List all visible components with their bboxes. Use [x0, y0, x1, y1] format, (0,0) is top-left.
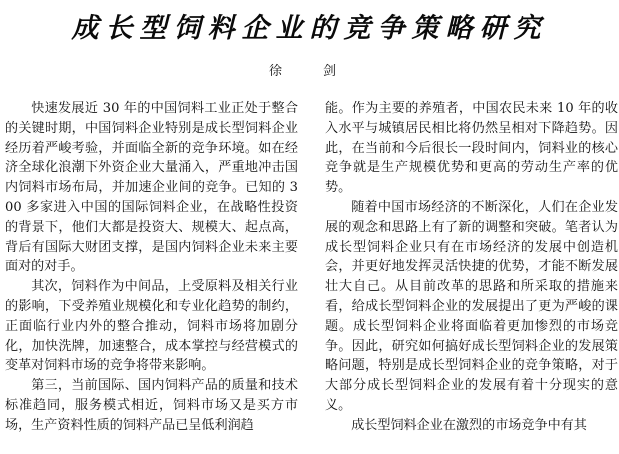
paragraph: 第三，当前国际、国内饲料产品的质量和技术标准趋同，服务模式相近，饲料市场又是买方市场，生产资料性质的饲料产品已呈低利润趋: [5, 378, 298, 433]
author-name: 徐 剑: [268, 64, 350, 79]
paragraph: 随着中国市场经济的不断深化，人们在企业发展的观念和思路上有了新的调整和突破。笔者认为成长型饲料企业只有在市场经济的发展中创造机会，并更好地发挥灵活快捷的优势，才能不断发展壮大自己。从目前改革的思路和所采取的措施来看，给成长型饲料企业的发展提出了更为严峻的课题。成长型饲料企业将面临着更加惨烈的市场竞争。因此，研究如何搞好成长型饲料企业的发展策略问题，特别是成长型饲料企业的竞争策略，对于大部分成长型饲料企业的发展有着十分现实的意义。: [325, 199, 618, 413]
paragraph-continued: 能。作为主要的养殖者，中国农民未来 10 年的收入水平与城镇居民相比将仍然呈相对下降趋势。因此，在当前和今后很长一段时间内，饲料业的核心竞争就是生产规模优势和更高的劳动生产率的优势。: [325, 101, 618, 196]
paragraph: 其次，饲料作为中间品，上受原料及相关行业的影响，下受养殖业规模化和专业化趋势的制约，正面临行业内外的整合推动，饲料市场将加剧分化，加快洗牌，加速整合，成本掌控与经营模式的变革对饲料市场的竞争将带来影响。: [5, 279, 298, 374]
paragraph: 快速发展近 30 年的中国饲料工业正处于整合的关键时期，中国饲料企业特别是成长型饲料企业经历着严峻考验，并面临全新的竞争环境。如在经济全球化浪潮下外资企业大量涌入，严重地冲击国内饲料市场布局，并加速企业间的竞争。已知的 300 多家进入中国的国际饲料企业，在战略性投资的背景下，他们大都是投资大、规模大、起点高，背后有国际大财团支撑，是国内饲料企业未来主要面对的对手。: [5, 101, 298, 275]
right-column: [325, 99, 618, 436]
article-title: 成长型饲料企业的竞争策略研究: [71, 13, 548, 44]
left-column: [5, 99, 298, 436]
paragraph: 成长型饲料企业在激烈的市场竞争中有其: [351, 417, 587, 433]
